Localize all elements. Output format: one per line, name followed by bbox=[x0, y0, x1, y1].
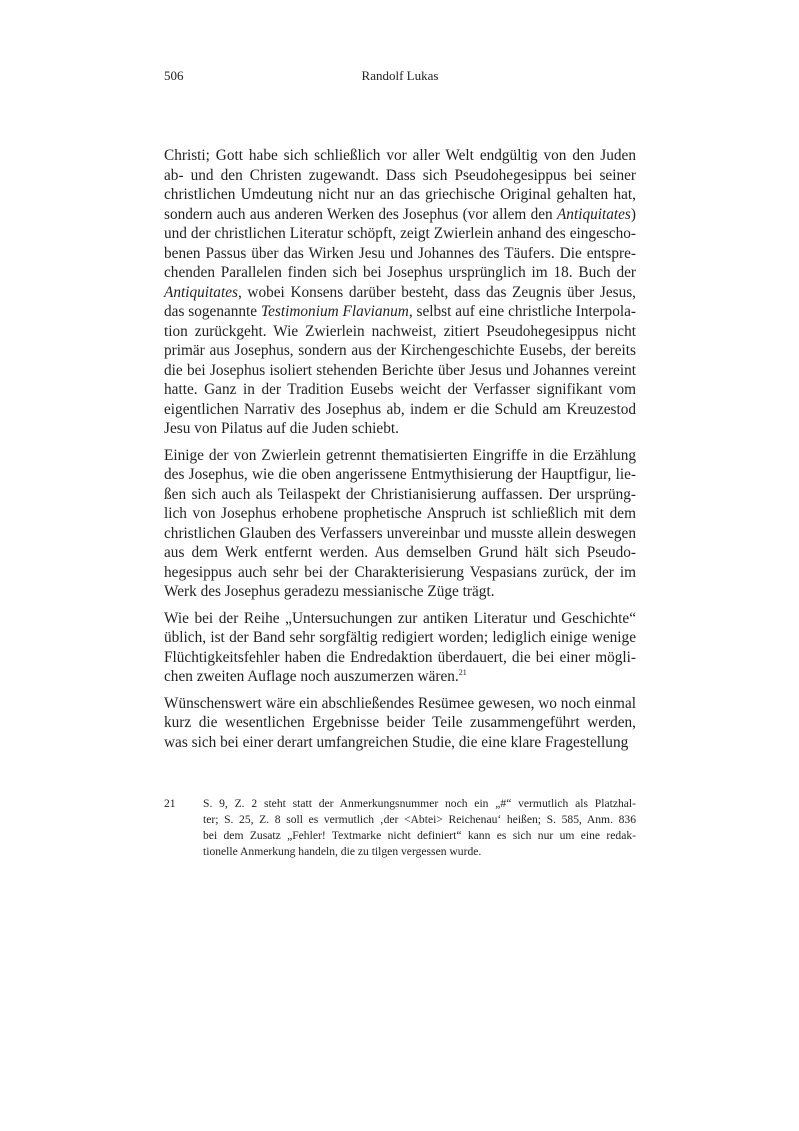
text-segment: chen zweiten Auflage noch auszumerzen wären. bbox=[164, 668, 459, 685]
text-segment: ) bbox=[630, 205, 636, 223]
text-segment: lich von Josephus erhobene prophetische Anspruch ist schließlich mit dem bbox=[164, 505, 636, 522]
text-segment: was sich bei einer derart umfangreichen Studie, die eine klare Fragestellung bbox=[164, 733, 629, 751]
body-text bbox=[164, 146, 636, 759]
paragraph bbox=[164, 609, 636, 687]
footnote-number: 21 bbox=[164, 797, 176, 810]
footnote-reference: 21 bbox=[458, 668, 467, 677]
text-segment: aus dem Werk entfernt werden. Aus demselben Grund hält sich Pseudo- bbox=[164, 544, 636, 561]
italic-title: Antiquitates bbox=[164, 283, 238, 301]
paragraph bbox=[164, 146, 636, 439]
text-segment: Wünschenswert wäre ein abschließendes Resümee gewesen, wo noch einmal bbox=[164, 694, 636, 712]
footnote-line: tionelle Anmerkung handeln, die zu tilgen vergessen wurde. bbox=[203, 845, 482, 858]
text-line bbox=[164, 485, 636, 505]
text-segment: christlichen Glauben des Verfassers unvereinbar und musste allein deswegen bbox=[164, 524, 636, 542]
text-line bbox=[164, 713, 636, 733]
footnote-line: ter; S. 25, Z. 8 soll es vermutlich ‚der <Abtei> Reichenau‘ heißen; S. 585, Anm. 836 bbox=[203, 813, 636, 826]
italic-title: Antiquitates bbox=[556, 205, 631, 223]
text-segment: hegesippus auch sehr bei der Charakterisierung Vespasians zurück, der im bbox=[164, 563, 636, 581]
text-line bbox=[164, 667, 636, 687]
text-line bbox=[164, 205, 636, 225]
footnote-line: S. 9, Z. 2 steht statt der Anmerkungsnummer noch ein „#“ vermutlich als Platzhal- bbox=[203, 797, 636, 810]
text-segment: Christi; Gott habe sich schließlich vor aller Welt endgültig von den Juden bbox=[164, 147, 636, 164]
text-segment: und der christlichen Literatur schöpft, zeigt Zwierlein anhand des eingescho- bbox=[164, 225, 636, 242]
text-line bbox=[164, 302, 636, 322]
text-line bbox=[164, 733, 636, 753]
text-segment: ab- und den Christen zugewandt. Dass sich Pseudohegesippus bei seiner bbox=[164, 166, 636, 184]
text-line bbox=[164, 322, 636, 342]
text-line bbox=[164, 361, 636, 381]
text-segment: chenden Parallelen finden sich bei Josephus ursprünglich im 18. Buch der bbox=[164, 264, 636, 281]
text-segment: Jesu von Pilatus auf die Juden schiebt. bbox=[164, 420, 399, 437]
text-segment: primär aus Josephus, sondern aus der Kirchengeschichte Eusebs, der bereits bbox=[164, 342, 636, 359]
paragraph bbox=[164, 446, 636, 602]
text-segment: Werk des Josephus geradezu messianische Züge trägt. bbox=[164, 583, 495, 600]
text-segment: sondern auch aus anderen Werken des Josephus (vor allem den bbox=[164, 205, 557, 223]
footnote-line: bei dem Zusatz „Fehler! Textmarke nicht definiert“ kann es sich nur um eine redak- bbox=[203, 829, 636, 842]
text-segment: Flüchtigkeitsfehler haben die Endredaktion überdauert, die bei einer mögli- bbox=[164, 648, 636, 666]
text-line bbox=[164, 419, 636, 439]
text-line bbox=[164, 563, 636, 583]
text-line bbox=[164, 341, 636, 361]
text-line bbox=[164, 582, 636, 602]
text-line bbox=[164, 283, 636, 303]
running-head: Randolf Lukas bbox=[361, 68, 439, 83]
text-line bbox=[164, 694, 636, 714]
text-segment: Wie bei der Reihe „Untersuchungen zur antiken Literatur und Geschichte“ bbox=[164, 609, 636, 627]
text-segment: ßen sich auch als Teilaspekt der Christianisierung auffassen. Der ursprüng- bbox=[164, 485, 636, 503]
text-segment: , selbst auf eine christliche Interpola- bbox=[408, 303, 636, 320]
text-segment: die bei Josephus isoliert stehenden Berichte über Jesus und Johannes vereint bbox=[164, 361, 636, 379]
text-segment: eigentlichen Narrativ des Josephus ab, indem er die Schuld am Kreuzestod bbox=[164, 400, 636, 418]
text-line bbox=[164, 146, 636, 166]
text-line bbox=[164, 504, 636, 524]
text-segment: kurz die wesentlichen Ergebnisse beider Teile zusammengeführt werden, bbox=[164, 714, 636, 731]
text-line bbox=[164, 628, 636, 648]
text-segment: üblich, ist der Band sehr sorgfältig redigiert worden; lediglich einige wenige bbox=[164, 629, 636, 646]
text-line bbox=[164, 543, 636, 563]
text-segment: Einige der von Zwierlein getrennt thematisierten Eingriffe in die Erzählung bbox=[164, 446, 636, 464]
text-line bbox=[164, 400, 636, 420]
text-line bbox=[164, 263, 636, 283]
text-segment: , wobei Konsens darüber besteht, dass das Zeugnis über Jesus, bbox=[237, 283, 636, 301]
page-number: 506 bbox=[164, 68, 184, 83]
text-line bbox=[164, 609, 636, 629]
text-line bbox=[164, 244, 636, 264]
text-line bbox=[164, 224, 636, 244]
text-line bbox=[164, 524, 636, 544]
text-segment: benen Passus über das Wirken Jesu und Johannes des Täufers. Die entspre- bbox=[164, 244, 636, 262]
text-line bbox=[164, 648, 636, 668]
text-line bbox=[164, 465, 636, 485]
text-segment: hatte. Ganz in der Tradition Eusebs weicht der Verfasser signifikant vom bbox=[164, 381, 636, 398]
paragraph bbox=[164, 694, 636, 753]
text-segment: tion zurückgeht. Wie Zwierlein nachweist, zitiert Pseudohegesippus nicht bbox=[164, 322, 636, 340]
italic-title: Testimonium Flavianum bbox=[261, 303, 409, 320]
text-line bbox=[164, 185, 636, 205]
text-line bbox=[164, 380, 636, 400]
footnote-text bbox=[203, 796, 636, 860]
text-segment: des Josephus, wie die oben angerissene Entmythisierung der Hauptfigur, lie- bbox=[164, 466, 636, 483]
text-line bbox=[164, 446, 636, 466]
text-segment: das sogenannte bbox=[164, 303, 261, 320]
text-line bbox=[164, 166, 636, 186]
text-segment: christlichen Umdeutung nicht nur an das griechische Original gehalten hat, bbox=[164, 186, 636, 203]
